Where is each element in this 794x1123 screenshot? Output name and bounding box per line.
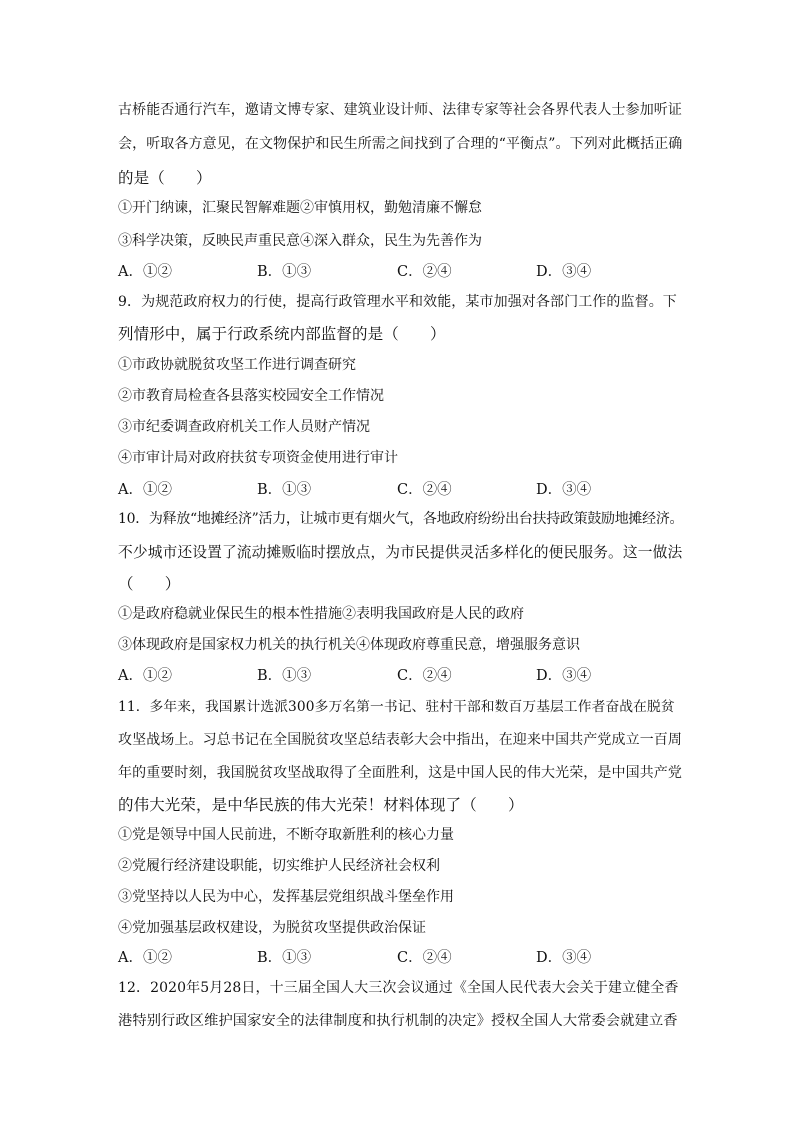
q12-line-1: 12．2020年5月28日，十三届全国人大三次会议通过《全国人民代表大会关于建立健全香 (118, 980, 679, 996)
q9-statement-3: ③市纪委调查政府机关工作人员财产情况 (118, 419, 370, 435)
q11-option-b[interactable]: B．①③ (257, 950, 312, 966)
q10-line-1: 10．为释放“地摊经济”活力，让城市更有烟火气，各地政府纷纷出台扶持政策鼓励地摊经济。 (118, 511, 684, 527)
q10-line-3: （ ） (118, 575, 181, 593)
q8-option-d[interactable]: D．③④ (536, 264, 592, 280)
q11-option-a[interactable]: A．①② (118, 950, 172, 966)
q9-line-2: 列情形中，属于行政系统内部监督的是（ ） (118, 325, 446, 343)
q8-option-a[interactable]: A．①② (118, 264, 172, 280)
q8-line-1: 古桥能否通行汽车，邀请文博专家、建筑业设计师、法律专家等社会各界代表人士参加听证 (118, 102, 682, 118)
q9-line-1: 9．为规范政府权力的行使，提高行政管理水平和效能，某市加强对各部门工作的监督。下 (118, 294, 677, 310)
q9-option-b[interactable]: B．①③ (257, 482, 312, 498)
q10-statement-2: ③体现政府是国家权力机关的执行机关④体现政府尊重民意，增强服务意识 (118, 637, 580, 653)
q10-statement-1: ①是政府稳就业保民生的根本性措施②表明我国政府是人民的政府 (118, 606, 524, 622)
q8-line-2: 会，听取各方意见，在文物保护和民生所需之间找到了合理的“平衡点”。下列对此概括正确 (118, 136, 683, 152)
q9-statement-1: ①市政协就脱贫攻坚工作进行调查研究 (118, 357, 356, 373)
q10-line-2: 不少城市还设置了流动摊贩临时摆放点，为市民提供灵活多样化的便民服务。这一做法 (118, 544, 683, 561)
q11-line-2: 攻坚战场上。习总书记在全国脱贫攻坚总结表彰大会中指出，在迎来中国共产党成立一百周 (118, 732, 682, 748)
q10-option-a[interactable]: A．①② (118, 668, 172, 684)
q9-option-a[interactable]: A．①② (118, 482, 172, 498)
q9-statement-4: ④市审计局对政府扶贫专项资金使用进行审计 (118, 450, 398, 466)
q8-statement-2: ③科学决策，反映民声重民意④深入群众，民生为先善作为 (118, 233, 482, 249)
q9-option-c[interactable]: C．②④ (397, 482, 452, 498)
q8-line-3: 的是（ ） (118, 169, 212, 187)
q9-statement-2: ②市教育局检查各县落实校园安全工作情况 (118, 388, 384, 404)
q11-statement-2: ②党履行经济建设职能，切实维护人民经济社会权利 (118, 858, 440, 874)
q11-line-4: 的伟大光荣，是中华民族的伟大光荣！材料体现了（ ） (118, 796, 524, 814)
q8-option-b[interactable]: B．①③ (257, 264, 312, 280)
q11-statement-3: ③党坚持以人民为中心，发挥基层党组织战斗堡垒作用 (118, 889, 454, 905)
q10-option-d[interactable]: D．③④ (536, 668, 592, 684)
q8-statement-1: ①开门纳谏，汇聚民智解难题②审慎用权，勤勉清廉不懈怠 (118, 200, 482, 216)
q11-option-d[interactable]: D．③④ (536, 950, 592, 966)
q10-option-c[interactable]: C．②④ (397, 668, 452, 684)
q11-statement-1: ①党是领导中国人民前进，不断夺取新胜利的核心力量 (118, 827, 454, 843)
q10-option-b[interactable]: B．①③ (257, 668, 312, 684)
q9-option-d[interactable]: D．③④ (536, 482, 592, 498)
q11-statement-4: ④党加强基层政权建设，为脱贫攻坚提供政治保证 (118, 920, 426, 936)
q11-line-1: 11．多年来，我国累计选派300多万名第一书记、驻村干部和数百万基层工作者奋战在脱贫 (118, 699, 675, 715)
q11-option-c[interactable]: C．②④ (397, 950, 452, 966)
q12-line-2: 港特别行政区维护国家安全的法律制度和执行机制的决定》授权全国人大常委会就建立香 (118, 1013, 678, 1029)
q11-line-3: 年的重要时刻，我国脱贫攻坚战取得了全面胜利，这是中国人民的伟大光荣，是中国共产党 (118, 765, 682, 781)
q8-option-c[interactable]: C．②④ (397, 264, 452, 280)
